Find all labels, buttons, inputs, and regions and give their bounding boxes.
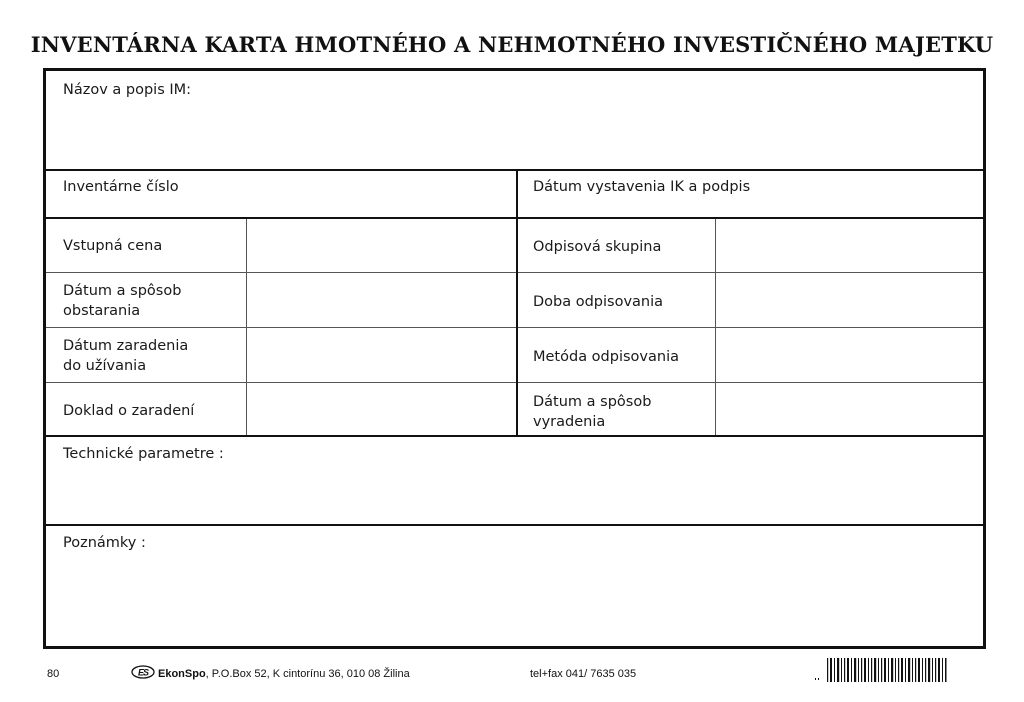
center-divider <box>516 169 518 437</box>
depreciation-method-field[interactable] <box>716 328 983 382</box>
depreciation-period-label: Doba odpisovania <box>533 294 664 310</box>
name-description-field[interactable] <box>46 71 983 169</box>
depreciation-method-label: Metóda odpisovania <box>533 349 679 365</box>
inventory-number-label: Inventárne číslo <box>63 179 179 195</box>
notes-label: Poznámky : <box>63 535 146 551</box>
es-logo-icon <box>131 665 155 679</box>
disposal-date-field[interactable] <box>716 383 983 435</box>
disposal-date-label: Dátum a spôsob vyradenia <box>533 394 652 430</box>
divider-after-name <box>46 169 983 171</box>
issue-date-signature-label: Dátum vystavenia IK a podpis <box>533 179 751 195</box>
entry-price-field[interactable] <box>247 219 515 272</box>
technical-parameters-field[interactable] <box>46 437 983 524</box>
notes-field[interactable] <box>46 526 983 646</box>
name-description-label: Názov a popis IM: <box>63 82 192 98</box>
acquisition-date-field[interactable] <box>247 273 515 327</box>
form-title: INVENTÁRNA KARTA HMOTNÉHO A NEHMOTNÉHO INVESTIČNÉHO MAJETKU <box>30 32 994 57</box>
inclusion-document-label: Doklad o zaradení <box>63 403 195 419</box>
entry-price-label: Vstupná cena <box>63 238 163 254</box>
page-number: 80 <box>47 668 60 680</box>
address-text: , P.O.Box 52, K cintorínu 36, 010 08 Žilina <box>205 668 410 680</box>
barcode-icon <box>815 658 948 682</box>
acquisition-date-label: Dátum a spôsob obstarania <box>63 283 182 319</box>
commissioning-date-field[interactable] <box>247 328 515 382</box>
technical-parameters-label: Technické parametre : <box>63 446 224 462</box>
inventory-card-form <box>43 68 986 649</box>
depreciation-group-field[interactable] <box>716 219 983 272</box>
commissioning-date-label: Dátum zaradenia do užívania <box>63 338 189 374</box>
depreciation-period-field[interactable] <box>716 273 983 327</box>
svg-text:ES: ES <box>137 667 149 678</box>
depreciation-group-label: Odpisová skupina <box>533 239 662 255</box>
phone-fax: tel+fax 041/ 7635 035 <box>530 668 637 680</box>
inclusion-document-field[interactable] <box>247 383 515 435</box>
ekonspo-logo <box>131 665 155 680</box>
publisher-address <box>158 668 410 680</box>
publisher-name: EkonSpo <box>158 668 206 680</box>
